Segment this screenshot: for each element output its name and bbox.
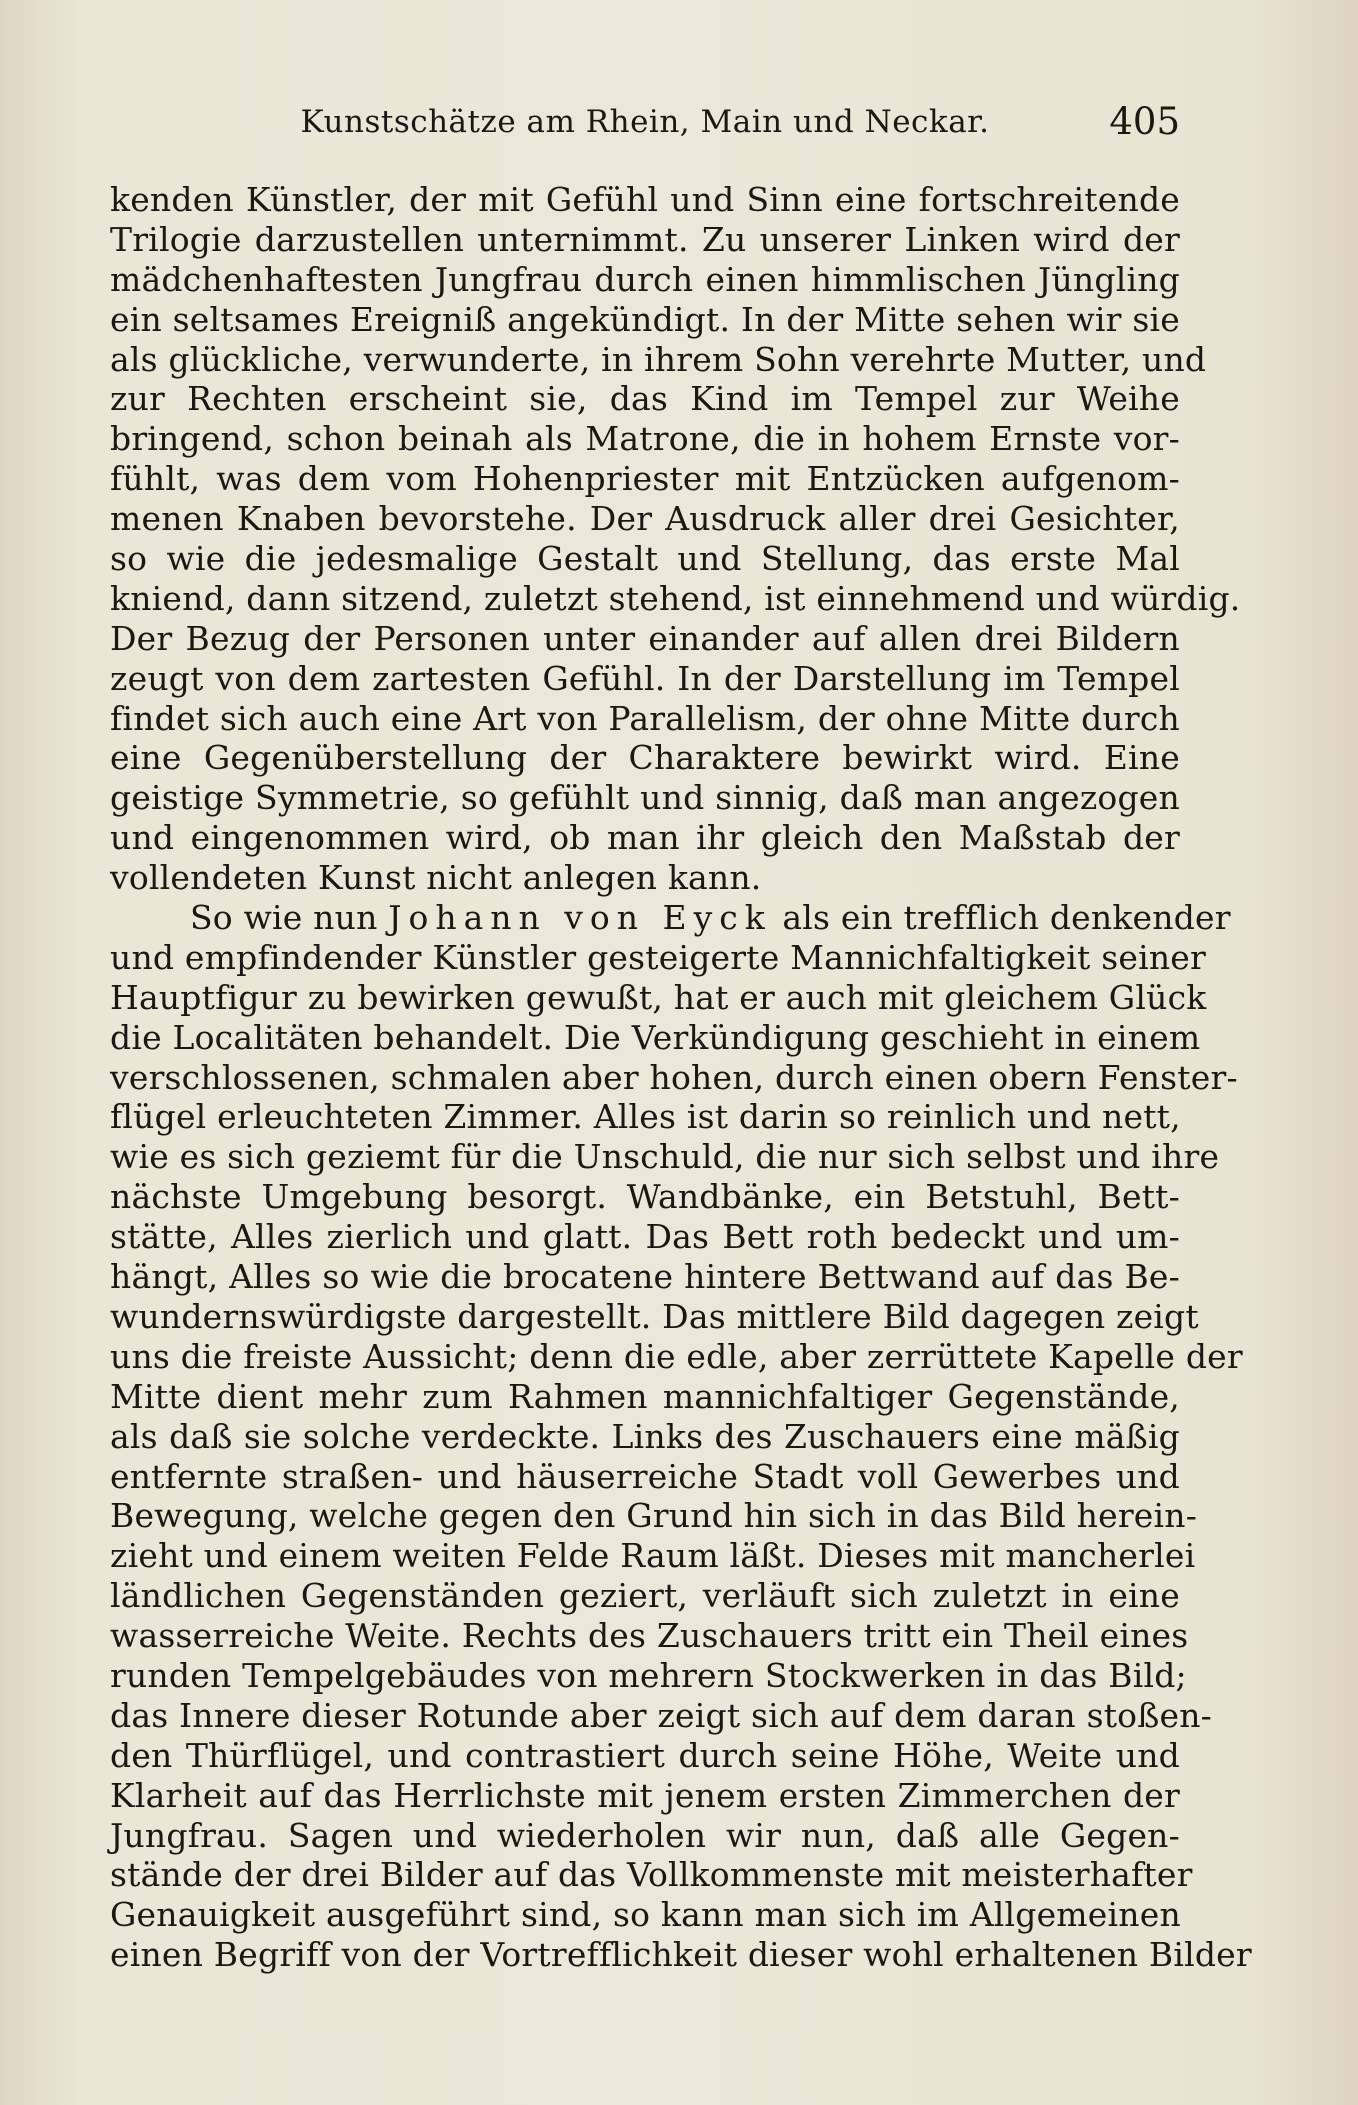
text-line: runden Tempelgebäudes von mehrern Stockwerken in das Bild; [110,1655,1187,1695]
text-line: Mitte dient mehr zum Rahmen mannichfaltiger Gegenstände, [110,1376,1180,1416]
text-line: eine Gegenüberstellung der Charaktere bewirkt wird. Eine [110,738,1180,778]
text-line: und eingenommen wird, ob man ihr gleich den Maßstab der [110,818,1180,858]
text-line: den Thürflügel, und contrastiert durch seine Höhe, Weite und [110,1735,1180,1775]
text-line: Hauptfigur zu bewirken gewußt, hat er auch mit gleichem Glück [110,977,1207,1017]
text-line: Trilogie darzustellen unternimmt. Zu unserer Linken wird der [110,219,1180,259]
text-line: zeugt von dem zartesten Gefühl. In der Darstellung im Tempel [110,658,1180,698]
text-run: So wie nun [190,898,389,938]
text-line: wundernswürdigste dargestellt. Das mittlere Bild dagegen zeigt [110,1296,1199,1336]
text-line: als glückliche, verwunderte, in ihrem Sohn verehrte Mutter, und [110,339,1207,379]
paragraph-2 [110,898,1252,1975]
text-line: das Innere dieser Rotunde aber zeigt sich auf dem daran stoßen- [110,1695,1213,1735]
text-line: Bewegung, welche gegen den Grund hin sich in das Bild herein- [110,1496,1198,1536]
text-line: stätte, Alles zierlich und glatt. Das Bett roth bedeckt und um- [110,1217,1180,1257]
text-line: flügel erleuchteten Zimmer. Alles ist darin so reinlich und nett, [110,1097,1181,1137]
text-line: fühlt, was dem vom Hohenpriester mit Entzücken aufgenom- [110,459,1180,499]
text-line: so wie die jedesmalige Gestalt und Stellung, das erste Mal [110,539,1180,579]
text-line: geistige Symmetrie, so gefühlt und sinnig, daß man angezogen [110,778,1180,818]
text-line: kenden Künstler, der mit Gefühl und Sinn eine fortschreitende [110,180,1180,219]
text-line: stände der drei Bilder auf das Vollkommenste mit meisterhafter [110,1855,1193,1895]
text-line: entfernte straßen- und häuserreiche Stadt voll Gewerbes und [110,1456,1180,1496]
text-line: Jungfrau. Sagen und wiederholen wir nun, daß alle Gegen- [110,1815,1180,1855]
text-line: bringend, schon beinah als Matrone, die in hohem Ernste vor- [110,419,1180,459]
text-line: verschlossenen, schmalen aber hohen, durch einen obern Fenster- [110,1057,1238,1097]
text-line: ländlichen Gegenständen geziert, verläuft sich zuletzt in eine [110,1576,1180,1616]
text-line: und empfindender Künstler gesteigerte Mannichfaltigkeit seiner [110,937,1206,977]
text-line: hängt, Alles so wie die brocatene hintere Bettwand auf das Be- [110,1257,1180,1297]
emphasized-name: Johann von Eyck [388,898,772,938]
text-line: Genauigkeit ausgeführt sind, so kann man sich im Allgemeinen [110,1895,1181,1935]
text-line: einen Begriff von der Vortrefflichkeit dieser wohl erhaltenen Bilder [110,1935,1252,1975]
page-number: 405 [1109,100,1180,143]
text-line: findet sich auch eine Art von Parallelism, der ohne Mitte durch [110,698,1180,738]
text-line: Der Bezug der Personen unter einander auf allen drei Bildern [110,618,1180,658]
text-line [110,898,1231,938]
text-line: als daß sie solche verdeckte. Links des Zuschauers eine mäßig [110,1416,1180,1456]
text-line: uns die freiste Aussicht; denn die edle, aber zerrüttete Kapelle der [110,1336,1243,1376]
text-line: ein seltsames Ereigniß angekündigt. In der Mitte sehen wir sie [110,299,1180,339]
text-line: Klarheit auf das Herrlichste mit jenem ersten Zimmerchen der [110,1775,1180,1815]
text-line: kniend, dann sitzend, zuletzt stehend, ist einnehmend und würdig. [110,578,1241,618]
text-line: die Localitäten behandelt. Die Verkündigung geschieht in einem [110,1017,1201,1057]
running-title: Kunstschätze am Rhein, Main und Neckar. [300,104,990,140]
text-line: vollendeten Kunst nicht anlegen kann. [110,858,762,898]
text-line: zur Rechten erscheint sie, das Kind im Tempel zur Weihe [110,379,1180,419]
paragraph-1 [110,180,1241,898]
text-line: nächste Umgebung besorgt. Wandbänke, ein Betstuhl, Bett- [110,1177,1180,1217]
text-line: zieht und einem weiten Felde Raum läßt. Dieses mit mancherlei [110,1536,1196,1576]
text-line: menen Knaben bevorstehe. Der Ausdruck aller drei Gesichter, [110,499,1180,539]
text-line: wie es sich geziemt für die Unschuld, die nur sich selbst und ihre [110,1137,1220,1177]
text-line: wasserreiche Weite. Rechts des Zuschauers tritt ein Theil eines [110,1616,1189,1656]
body-text [110,180,1252,1975]
text-run: als ein trefflich denkender [771,898,1231,938]
text-line: mädchenhaftesten Jungfrau durch einen himmlischen Jüngling [110,259,1180,299]
page-header [110,100,1180,150]
